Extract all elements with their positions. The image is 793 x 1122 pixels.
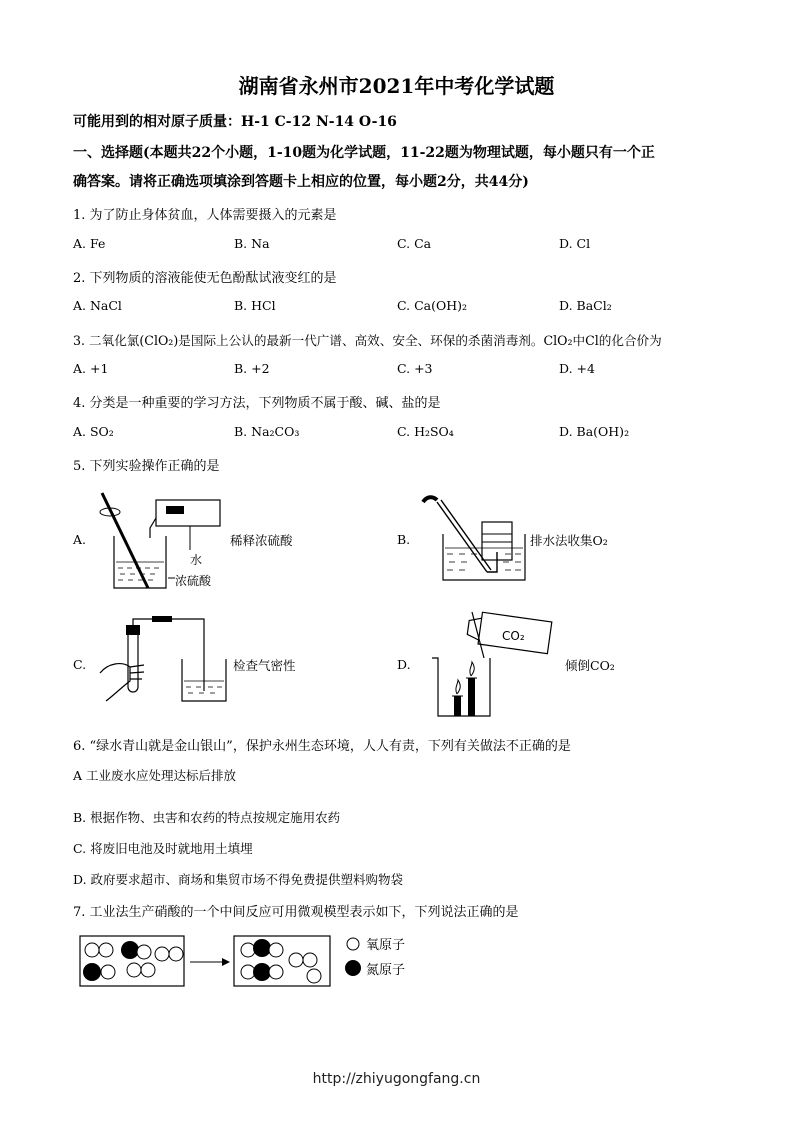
q3-option-a: A. +1 [73, 361, 109, 376]
q5-d-bottle-label: CO₂ [502, 629, 525, 643]
q3-option-c: C. +3 [397, 361, 433, 376]
q5-a-acid-label: 浓硫酸 [175, 574, 212, 588]
section-heading-line1: 一、选择题(本题共22个小题，1-10题为化学试题，11-22题为物理试题，每小题只有一个正 [73, 145, 655, 161]
q2-stem: 2. 下列物质的溶液能使无色酚酞试液变红的是 [73, 271, 337, 286]
q7-legend-nitrogen: 氮原子 [366, 963, 406, 978]
footer-url: http://zhiyugongfang.cn [312, 1071, 481, 1087]
q1-option-d: D. Cl [559, 236, 591, 251]
q5-c-airtight-check-diagram [96, 615, 231, 710]
q2-option-d: D. BaCl₂ [559, 298, 612, 313]
q3-option-b: B. +2 [234, 361, 270, 376]
q2-option-b: B. HCl [234, 298, 276, 313]
q3-stem: 3. 二氧化氯(ClO₂)是国际上公认的最新一代广谱、高效、安全、环保的杀菌消毒剂。ClO₂中Cl的化合价为 [73, 333, 662, 348]
q1-option-b: B. Na [234, 236, 270, 251]
page-title: 湖南省永州市2021年中考化学试题 [238, 74, 555, 98]
q5-a-dilution-diagram [90, 488, 230, 598]
atomic-mass-line: 可能用到的相对原子质量：H-1 C-12 N-14 O-16 [73, 114, 397, 130]
q2-option-c: C. Ca(OH)₂ [397, 298, 467, 313]
q1-option-c: C. Ca [397, 236, 432, 251]
q6-option-a: A 工业废水应处理达标后排放 [73, 768, 237, 783]
q1-stem: 1. 为了防止身体贫血，人体需要摄入的元素是 [73, 208, 337, 223]
section-heading-line2: 确答案。请将正确选项填涂到答题卡上相应的位置，每小题2分，共44分) [73, 174, 529, 190]
q7-legend-oxygen: 氧原子 [366, 938, 406, 953]
q2-option-a: A. NaCl [73, 298, 122, 313]
q5-d-pour-co2-diagram [428, 608, 553, 720]
q4-stem: 4. 分类是一种重要的学习方法，下列物质不属于酸、碱、盐的是 [73, 396, 441, 411]
q5-option-b-label: 排水法收集O₂ [530, 533, 608, 548]
q5-option-d-letter: D. [397, 657, 411, 672]
q5-option-c-label: 检查气密性 [233, 658, 296, 673]
q5-option-d-label: 倾倒CO₂ [565, 658, 615, 673]
q5-a-water-label: 水 [190, 553, 203, 567]
q5-option-b-letter: B. [397, 532, 411, 547]
q5-option-c-letter: C. [73, 657, 87, 672]
q6-option-d: D. 政府要求超市、商场和集贸市场不得免费提供塑料购物袋 [73, 872, 404, 887]
q7-molecular-model-diagram [78, 934, 418, 990]
q6-option-b: B. 根据作物、虫害和农药的特点按规定施用农药 [73, 810, 341, 825]
q1-option-a: A. Fe [73, 236, 106, 251]
q4-option-a: A. SO₂ [73, 424, 114, 439]
q6-stem: 6. “绿水青山就是金山银山”，保护永州生态环境，人人有责，下列有关做法不正确的是 [73, 739, 571, 754]
q5-option-a-letter: A. [73, 532, 87, 547]
q6-option-c: C. 将废旧电池及时就地用土填埋 [73, 841, 253, 856]
q4-option-d: D. Ba(OH)₂ [559, 424, 630, 439]
q5-b-water-collection-diagram [415, 492, 530, 584]
q3-option-d: D. +4 [559, 361, 595, 376]
q5-option-a-label: 稀释浓硫酸 [230, 533, 293, 548]
q7-stem: 7. 工业法生产硝酸的一个中间反应可用微观模型表示如下，下列说法正确的是 [73, 905, 519, 920]
q4-option-b: B. Na₂CO₃ [234, 424, 300, 439]
q5-stem: 5. 下列实验操作正确的是 [73, 459, 220, 474]
q4-option-c: C. H₂SO₄ [397, 424, 454, 439]
